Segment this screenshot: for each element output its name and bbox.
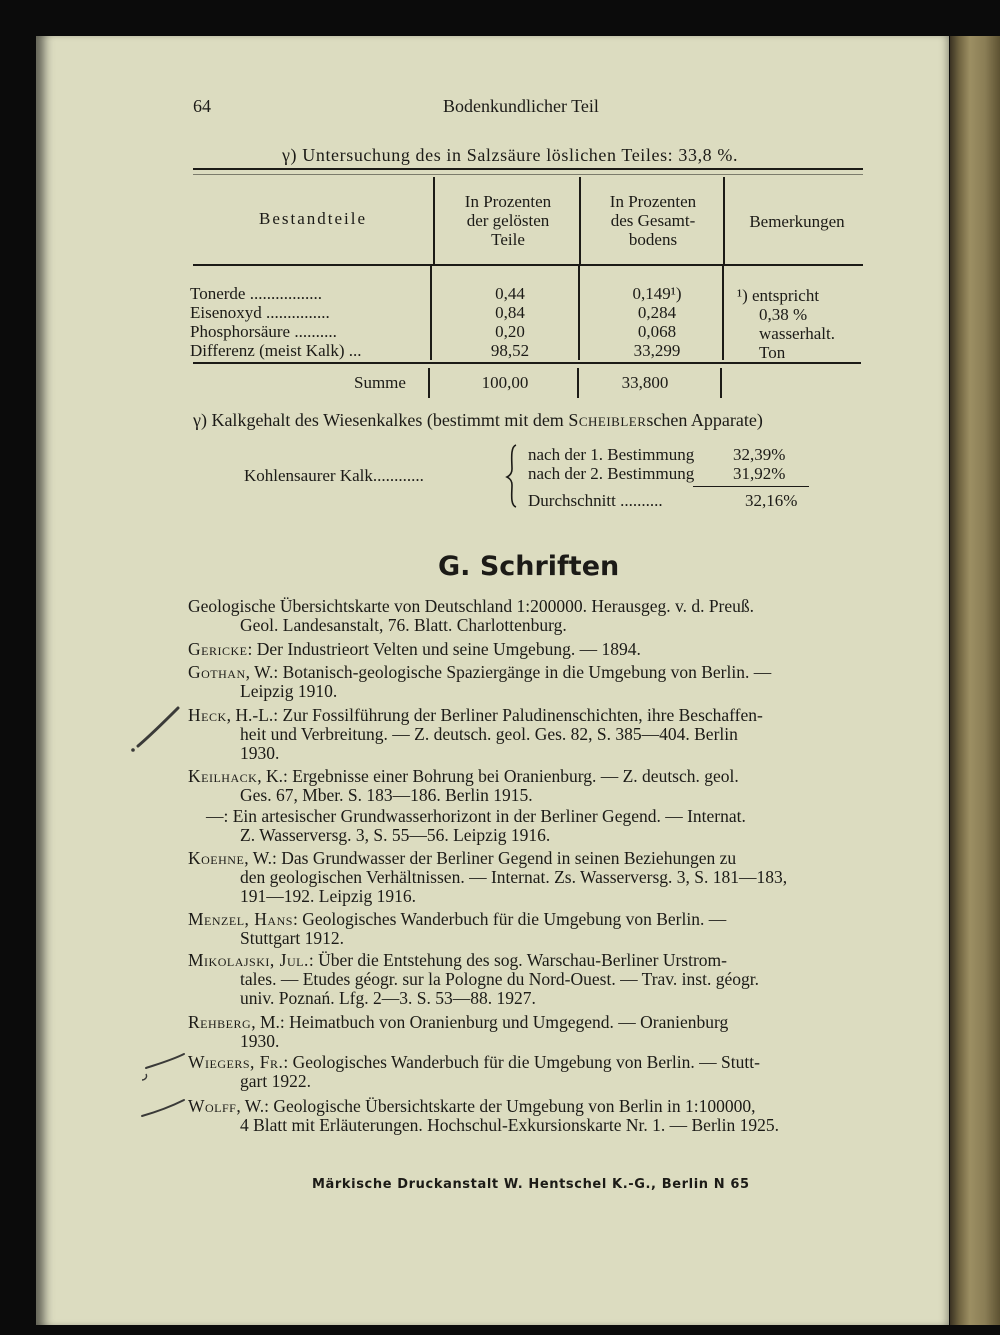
- table-col-divider-1: [433, 177, 435, 265]
- reference-entry: Mikolajski, Jul.: Über die Entstehung des sog. Warschau-Berliner Urstrom- tales. — Etudes géogr. sur la Pologne du Nord-Ouest. — Trav. inst. géogr. univ. Poznań. Lfg. 2—3. S. 53—88. 1927.: [188, 950, 759, 1008]
- table-top-rule-thin: [193, 174, 863, 175]
- header-bestandteile: Bestandteile: [258, 209, 368, 228]
- pencil-mark-icon: [138, 1094, 188, 1126]
- sum-pct-total: 33,800: [621, 373, 669, 392]
- sum-divider-2: [577, 368, 579, 398]
- sum-divider-1: [428, 368, 430, 398]
- next-page-edge: [950, 36, 1000, 1325]
- bestimmung-2-text: nach der 2. Bestimmung: [528, 464, 695, 483]
- printer-imprint: Märkische Druckanstalt W. Hentschel K.-G., Berlin N 65: [312, 1177, 750, 1192]
- reference-entry: Wiegers, Fr.: Geologisches Wanderbuch für die Umgebung von Berlin. — Stutt- gart 1922.: [188, 1052, 760, 1091]
- sum-divider-3: [720, 368, 722, 398]
- sum-label: Summe: [354, 373, 406, 392]
- col-pct-solved-values: 0,44 0,84 0,20 98,52: [490, 284, 530, 360]
- reference-entry: Heck, H.-L.: Zur Fossilführung der Berliner Paludinenschichten, ihre Beschaffen- heit und Verbreitung. — Z. deutsch. geol. Ges. 82, S. 385—404. Berlin 1930.: [188, 705, 763, 763]
- page-number: 64: [193, 96, 211, 116]
- table-sum-rule: [193, 362, 861, 364]
- row-name-eisenoxyd: Eisenoxyd ...............: [190, 303, 330, 322]
- row-name-differenz: Differenz (meist Kalk) ...: [190, 341, 362, 360]
- reference-entry: Menzel, Hans: Geologisches Wanderbuch für die Umgebung von Berlin. — Stuttgart 1912.: [188, 909, 727, 948]
- running-title: Bodenkundlicher Teil: [443, 96, 599, 116]
- col-pct-total-values: 0,149¹) 0,284 0,068 33,299: [632, 284, 682, 360]
- reference-entry: Koehne, W.: Das Grundwasser der Berliner Gegend in seinen Beziehungen zu den geologischen Verhältnissen. — Internat. Zs. Wasserversg. 3, S. 181—183, 191—192. Leipzig 1916.: [188, 848, 788, 906]
- reference-entry: Wolff, W.: Geologische Übersichtskarte der Umgebung von Berlin in 1:100000, 4 Blatt mit Erläuterungen. Hochschul-Exkursionskarte Nr. 1. — Berlin 1925.: [188, 1096, 779, 1135]
- row-name-tonerde: Tonerde .................: [190, 284, 322, 303]
- row-names: [190, 284, 362, 360]
- table-col-divider-1b: [430, 266, 432, 360]
- pencil-mark-icon: [140, 1050, 190, 1086]
- header-pct-solved: In Prozenten der gelösten Teile: [464, 192, 552, 249]
- section-caption-gamma-1: γ) Untersuchung des in Salzsäure löslichen Teiles: 33,8 %.: [282, 145, 739, 165]
- durchschnitt-value: 32,16%: [745, 491, 798, 510]
- remark-footnote: ¹) entspricht 0,38 % wasserhalt. Ton: [737, 286, 836, 362]
- section-caption-gamma-2: γ) Kalkgehalt des Wiesenkalkes (bestimmt mit dem Scheiblerschen Apparate): [193, 410, 763, 430]
- sum-pct-solved: 100,00: [481, 373, 529, 392]
- bestimmung-1-text: nach der 1. Bestimmung: [528, 445, 695, 464]
- section-title-schriften: G. Schriften: [438, 551, 620, 582]
- sum-underline: [693, 486, 809, 487]
- curly-brace: [505, 443, 519, 509]
- table-col-divider-2b: [578, 266, 580, 360]
- reference-entry: Geologische Übersichtskarte von Deutschland 1:200000. Herausgeg. v. d. Preuß. Geol. Landesanstalt, 76. Blatt. Charlottenburg.: [188, 596, 755, 635]
- pencil-checkmark-icon: [128, 700, 188, 760]
- reference-entry: Rehberg, M.: Heimatbuch von Oranienburg und Umgegend. — Oranienburg 1930.: [188, 1012, 729, 1051]
- reference-entry: —: Ein artesischer Grundwasserhorizont in der Berliner Gegend. — Internat. Z. Wasserversg. 3, S. 55—56. Leipzig 1916.: [206, 806, 746, 845]
- table-header-rule: [193, 264, 863, 266]
- kohlensaurer-kalk-label: Kohlensaurer Kalk............: [244, 466, 424, 485]
- header-bemerkungen: Bemerkungen: [749, 212, 845, 231]
- reference-entry: Gericke: Der Industrieort Velten und seine Umgebung. — 1894.: [188, 639, 641, 659]
- table-col-divider-3b: [722, 266, 724, 360]
- header-pct-total: In Prozenten des Gesamt- bodens: [609, 192, 697, 249]
- table-col-divider-2: [579, 177, 581, 265]
- row-name-phosphorsaeure: Phosphorsäure ..........: [190, 322, 337, 341]
- durchschnitt-text: Durchschnitt ..........: [528, 491, 663, 510]
- bestimmung-2-value: 31,92%: [733, 464, 786, 483]
- bestimmung-1-value: 32,39%: [733, 445, 786, 464]
- reference-entry: Gothan, W.: Botanisch-geologische Spaziergänge in die Umgebung von Berlin. — Leipzig 1910.: [188, 662, 772, 701]
- table-top-rule: [193, 168, 863, 170]
- reference-entry: Keilhack, K.: Ergebnisse einer Bohrung bei Oranienburg. — Z. deutsch. geol. Ges. 67, Mber. S. 183—186. Berlin 1915.: [188, 766, 739, 805]
